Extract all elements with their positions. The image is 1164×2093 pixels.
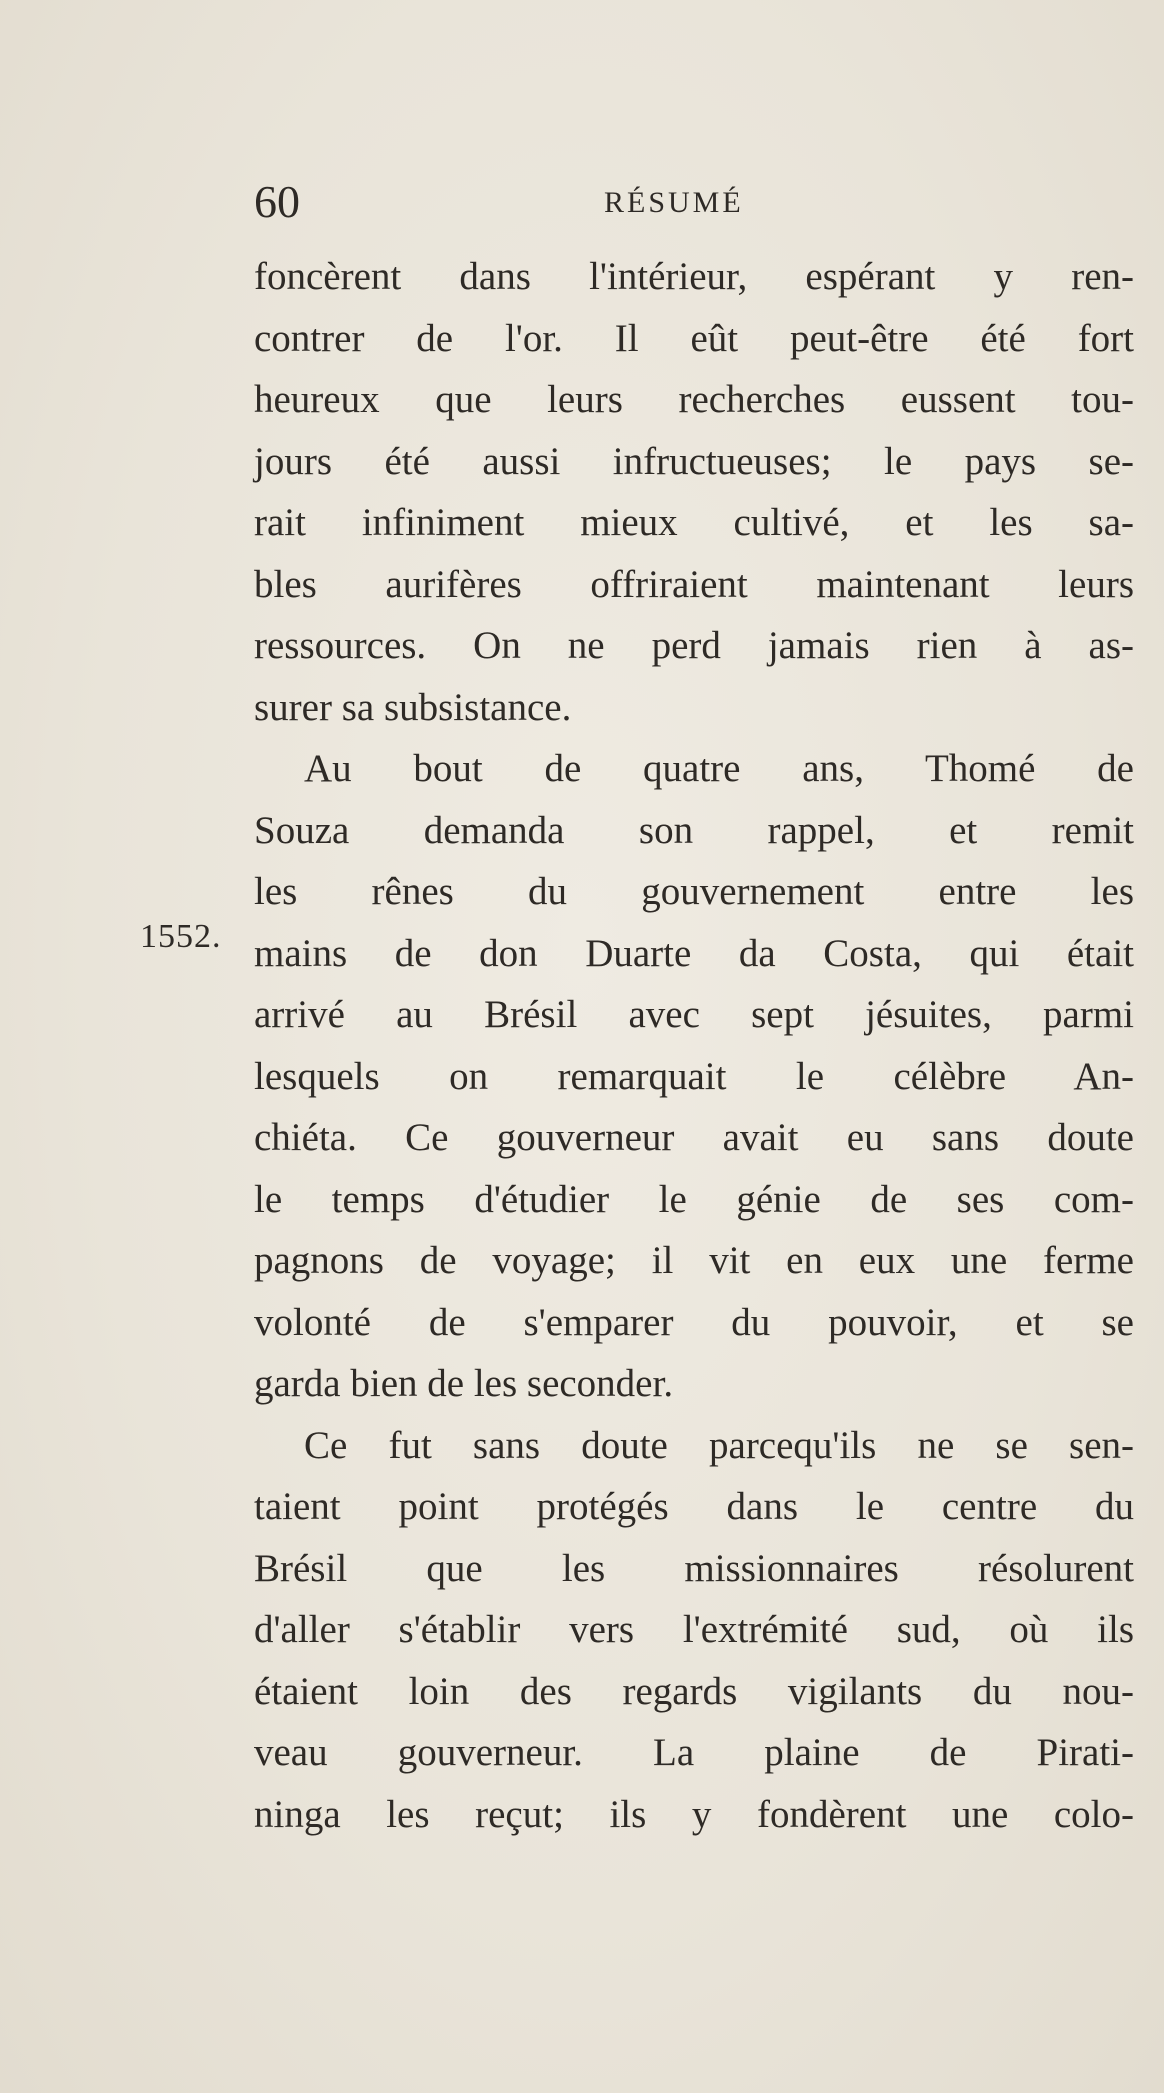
text-line: surer sa subsistance. (254, 685, 572, 729)
text-line: mains de don Duarte da Costa, qui était (254, 931, 1134, 975)
text-line: foncèrent dans l'intérieur, espérant y ren- (254, 255, 1134, 298)
text-line: garda bien de les seconder. (254, 1362, 674, 1405)
text-line: chiéta. Ce gouverneur avait eu sans doute (254, 1116, 1134, 1159)
text-line: ressources. On ne perd jamais rien à as- (254, 624, 1134, 667)
running-title: RÉSUMÉ (604, 186, 744, 219)
text-line: rait infiniment mieux cultivé, et les sa- (254, 501, 1134, 544)
text-line: Brésil que les missionnaires résolurent (254, 1546, 1134, 1590)
text-line: heureux que leurs recherches eussent tou- (254, 378, 1134, 421)
text-line: pagnons de voyage; il vit en eux une ferme (254, 1239, 1134, 1282)
text-line: lesquels on remarquait le célèbre An- (254, 1054, 1134, 1098)
text-line: arrivé au Brésil avec sept jésuites, parmi (254, 993, 1134, 1036)
text-line: veau gouverneur. La plaine de Pirati- (254, 1731, 1134, 1774)
text-line: jours été aussi infructueuses; le pays se- (254, 439, 1134, 483)
text-line: taient point protégés dans le centre du (254, 1485, 1134, 1528)
page-number: 60 (254, 176, 300, 227)
text-line: d'aller s'établir vers l'extrémité sud, où ils (254, 1608, 1134, 1651)
text-line: ninga les reçut; ils y fondèrent une colo- (254, 1792, 1134, 1836)
text-line: volonté de s'emparer du pouvoir, et se (254, 1300, 1134, 1344)
text-line: les rênes du gouvernement entre les (254, 870, 1134, 913)
text-line: le temps d'étudier le génie de ses com- (254, 1177, 1134, 1221)
text-line: Ce fut sans doute parcequ'ils ne se sen- (304, 1423, 1134, 1467)
text-line: Souza demanda son rappel, et remit (254, 808, 1134, 852)
body-text (254, 246, 1134, 1845)
text-line: étaient loin des regards vigilants du nou- (254, 1669, 1134, 1713)
text-line: Au bout de quatre ans, Thomé de (304, 747, 1134, 790)
margin-date-note: 1552. (140, 918, 222, 955)
text-line: contrer de l'or. Il eût peut-être été fort (254, 316, 1134, 360)
page-header (254, 172, 1134, 232)
text-line: bles aurifères offriraient maintenant leurs (254, 562, 1134, 606)
